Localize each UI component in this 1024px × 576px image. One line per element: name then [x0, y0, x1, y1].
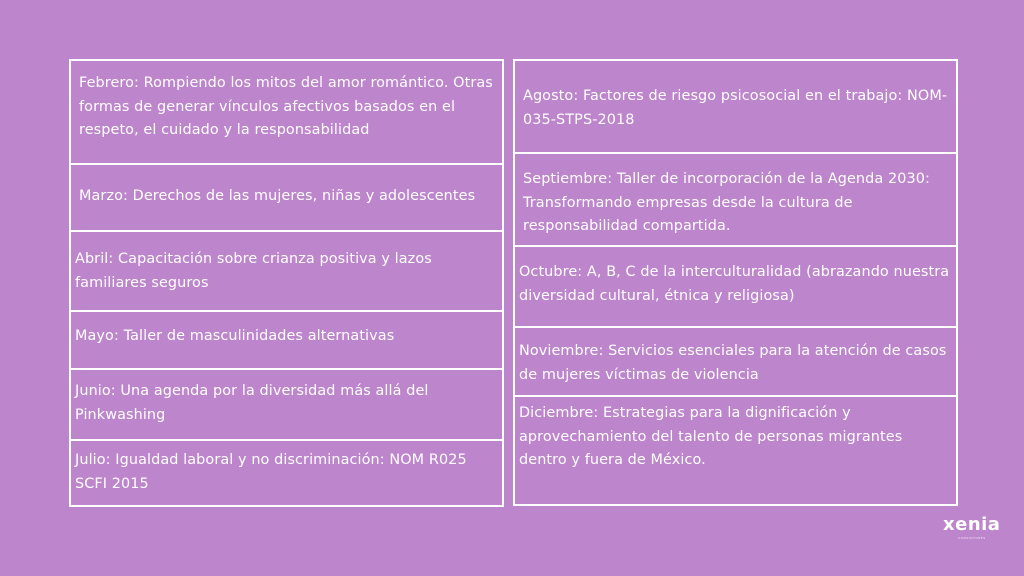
schedule-text-julio: Julio: Igualdad laboral y no discriminación: NOM R025 SCFI 2015 [75, 452, 467, 492]
schedule-text-octubre: Octubre: A, B, C de la interculturalidad (abrazando nuestra diversidad cultural, étnica y religiosa) [519, 264, 950, 304]
schedule-text-septiembre: Septiembre: Taller de incorporación de la Agenda 2030: Transformando empresas desde la cultura de responsabilidad compartida. [523, 171, 930, 234]
right-schedule-panel [513, 59, 958, 506]
schedule-row-agosto [513, 59, 958, 152]
schedule-text-junio: Junio: Una agenda por la diversidad más allá del Pinkwashing [75, 383, 429, 423]
schedule-row-noviembre [513, 326, 958, 395]
schedule-row-septiembre [513, 152, 958, 245]
left-schedule-panel [69, 59, 504, 507]
schedule-text-noviembre: Noviembre: Servicios esenciales para la atención de casos de mujeres víctimas de violencia [519, 343, 947, 383]
schedule-row-julio [69, 439, 504, 509]
xenia-logo-tagline: CONSULTORES [958, 536, 986, 540]
schedule-row-marzo [69, 163, 504, 230]
schedule-text-febrero: Febrero: Rompiendo los mitos del amor romántico. Otras formas de generar vínculos afectivos basados en el respeto, el cuidado y la responsabilidad [79, 75, 493, 138]
schedule-text-marzo: Marzo: Derechos de las mujeres, niñas y adolescentes [79, 188, 476, 204]
schedule-row-abril [69, 230, 504, 310]
schedule-text-abril: Abril: Capacitación sobre crianza positiva y lazos familiares seguros [75, 251, 432, 291]
schedule-row-mayo [69, 310, 504, 368]
schedule-text-agosto: Agosto: Factores de riesgo psicosocial en el trabajo: NOM-035-STPS-2018 [523, 88, 948, 128]
xenia-logo: xenia [943, 514, 1001, 535]
schedule-row-diciembre [513, 395, 958, 508]
schedule-text-diciembre: Diciembre: Estrategias para la dignificación y aprovechamiento del talento de personas migrantes dentro y fuera de México. [519, 405, 903, 468]
schedule-row-febrero [69, 59, 504, 163]
schedule-text-mayo: Mayo: Taller de masculinidades alternativas [75, 328, 395, 344]
schedule-row-junio [69, 368, 504, 439]
schedule-row-octubre [513, 245, 958, 326]
